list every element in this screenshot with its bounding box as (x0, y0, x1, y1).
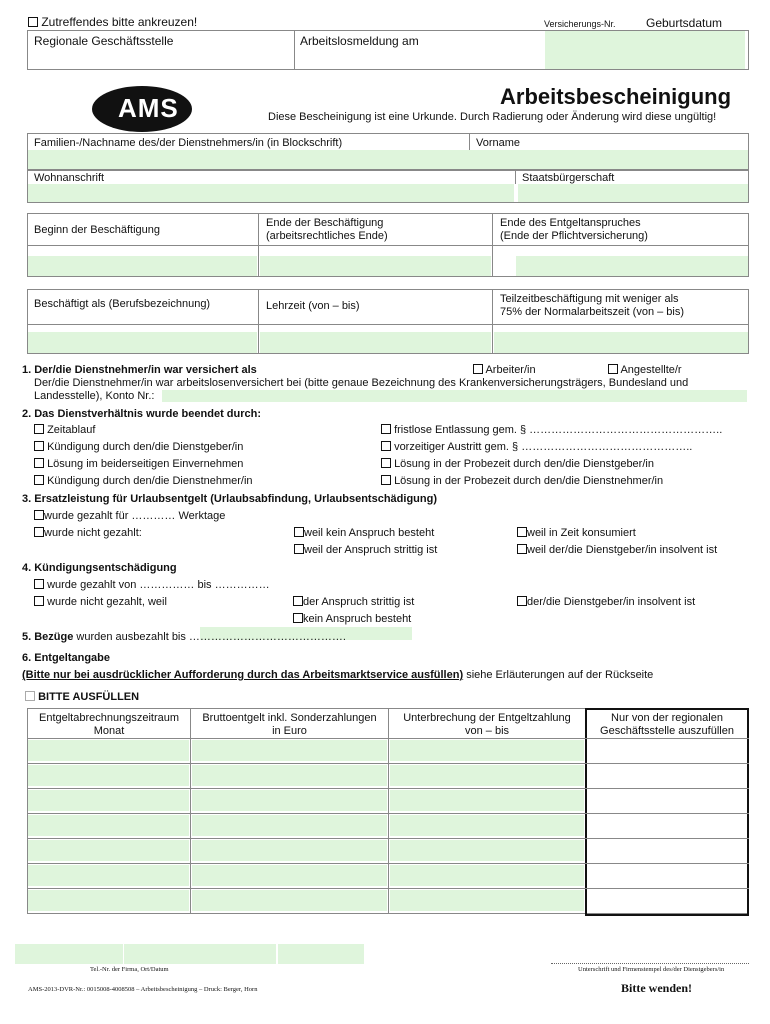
s2-right-checkbox[interactable] (381, 441, 391, 451)
table-row-divider (27, 838, 749, 839)
divider (469, 133, 470, 150)
s4-gezahlt-option[interactable] (34, 579, 270, 592)
wohnanschrift-input[interactable] (28, 184, 514, 202)
vorname-label: Vorname (476, 137, 521, 149)
s2-left-checkbox[interactable] (34, 424, 44, 434)
geburtsdatum-label: Geburtsdatum (646, 16, 723, 30)
lehrzeit-input[interactable] (260, 332, 491, 353)
entgelt-ende-input[interactable] (516, 256, 748, 276)
section4-heading: 4. Kündigungsentschädigung (22, 562, 177, 574)
s3-strittig-checkbox[interactable] (294, 544, 304, 554)
table-row-divider (27, 813, 749, 814)
table-header-line: Geschäftsstelle auszufüllen (600, 725, 734, 737)
s4-strittig-label: der Anspruch strittig ist (303, 596, 415, 608)
angestellte-option[interactable] (608, 364, 682, 377)
table-cell-input[interactable] (28, 790, 189, 811)
table-row-divider (27, 738, 749, 739)
table-header-line: Nur von der regionalen (611, 712, 723, 724)
s3-insolvent-checkbox[interactable] (517, 544, 527, 554)
section1-text-2: Landesstelle), Konto Nr.: (34, 390, 155, 402)
s2-option-label: Lösung in der Probezeit durch den/die Dienstnehmer/in (394, 475, 664, 487)
s2-option-label: vorzeitiger Austritt gem. § ……………………………………….. (394, 441, 693, 453)
instruction-checkbox-icon (28, 17, 38, 27)
table-header-3 (587, 712, 747, 738)
table-header-2 (389, 712, 585, 738)
dvr-text: AMS-2013-DVR-Nr.: 0015008-4008508 – Arbeitsbescheinigung – Druck: Berger, Horn (28, 986, 258, 993)
konto-input[interactable] (162, 390, 747, 402)
wohnanschrift-label: Wohnanschrift (34, 172, 105, 184)
s2-option-label: fristlose Entlassung gem. § …………………………………………….. (394, 424, 723, 436)
bitte-ausfuellen-text: BITTE AUSFÜLLEN (38, 691, 140, 703)
s4-kein-anspruch-checkbox[interactable] (293, 613, 303, 623)
table-header-line: Bruttoentgelt inkl. Sonderzahlungen (202, 712, 377, 724)
table-cell-input[interactable] (192, 890, 387, 911)
teilzeit-input[interactable] (494, 332, 748, 353)
arbeiter-checkbox[interactable] (473, 364, 483, 374)
name-input[interactable] (28, 150, 748, 169)
entgelt-ende-label-2: (Ende der Pflichtversicherung) (500, 230, 648, 242)
table-header-line: in Euro (272, 725, 307, 737)
section1-heading: 1. Der/die Dienstnehmer/in war versichert als (22, 364, 257, 376)
s3-konsumiert-label: weil in Zeit konsumiert (527, 527, 636, 539)
table-cell-input[interactable] (390, 840, 584, 861)
ende-label-2: (arbeitsrechtliches Ende) (266, 230, 388, 242)
s2-left-option-2[interactable] (34, 458, 243, 471)
divider (515, 170, 516, 184)
divider (27, 245, 749, 246)
arbeiter-label: Arbeiter/in (485, 364, 536, 376)
entgelt-ende-label-1: Ende des Entgeltanspruches (500, 217, 641, 229)
bitte-wenden: Bitte wenden! (621, 981, 692, 995)
table-cell-input[interactable] (28, 815, 189, 836)
angestellte-label: Angestellte/r (620, 364, 682, 376)
beschaeftigt-input[interactable] (28, 332, 257, 353)
regionale-geschaeftsstelle-label: Regionale Geschäftsstelle (34, 34, 174, 48)
s3-strittig-label: weil der Anspruch strittig ist (304, 544, 438, 556)
s3-konsumiert-option[interactable] (517, 527, 636, 540)
table-header-line: Entgeltabrechnungszeitraum (38, 712, 180, 724)
s2-left-checkbox[interactable] (34, 475, 44, 485)
ams-logo (90, 84, 200, 134)
s3-nicht-gezahlt-label: wurde nicht gezahlt: (44, 527, 142, 539)
firma-input-2[interactable] (124, 944, 276, 964)
s4-insolvent-label: der/die Dienstgeber/in insolvent ist (527, 596, 696, 608)
ende-label-1: Ende der Beschäftigung (266, 217, 384, 229)
s2-left-checkbox[interactable] (34, 458, 44, 468)
bitte-ausfuellen (25, 691, 139, 704)
s3-strittig-option[interactable] (294, 544, 437, 557)
ams-logo-text: AMS (118, 93, 179, 123)
table-row-divider (27, 763, 749, 764)
divider (27, 324, 749, 325)
section5 (22, 631, 346, 644)
table-cell-input[interactable] (390, 790, 584, 811)
name-label: Familien-/Nachname des/der Dienstnehmers/in (in Blockschrift) (34, 137, 343, 149)
beschaeftigt-label: Beschäftigt als (Berufsbezeichnung) (34, 298, 211, 310)
s4-nicht-gezahlt-checkbox[interactable] (34, 596, 44, 606)
table-cell-input[interactable] (192, 815, 387, 836)
table-cell-input[interactable] (192, 865, 387, 886)
beginn-input[interactable] (28, 256, 257, 276)
table-cell-input[interactable] (390, 865, 584, 886)
s4-gezahlt-label: wurde gezahlt von …………… bis …………… (47, 579, 270, 591)
s2-option-label: Kündigung durch den/die Dienstnehmer/in (47, 475, 253, 487)
s2-right-option-2[interactable] (381, 458, 654, 471)
s2-left-checkbox[interactable] (34, 441, 44, 451)
s2-option-label: Lösung im beiderseitigen Einvernehmen (47, 458, 244, 470)
versicherungs-nr-label: Versicherungs-Nr. (544, 19, 616, 29)
section6-heading: 6. Entgeltangabe (22, 652, 111, 664)
s2-left-option-1[interactable] (34, 441, 243, 454)
firma-input-1[interactable] (15, 944, 123, 964)
signature-line[interactable] (551, 963, 749, 964)
s2-right-checkbox[interactable] (381, 475, 391, 485)
table-row-divider (27, 888, 749, 889)
s2-option-label: Kündigung durch den/die Dienstgeber/in (47, 441, 244, 453)
s3-gezahlt-label: wurde gezahlt für ………… Werktage (44, 510, 226, 522)
s3-kein-anspruch-label: weil kein Anspruch besteht (304, 527, 435, 539)
table-header-0 (28, 712, 190, 738)
s3-insolvent-option[interactable] (517, 544, 717, 557)
table-cell-input[interactable] (192, 790, 387, 811)
section5-heading: 5. Bezüge (22, 631, 74, 643)
firma-input-3[interactable] (278, 944, 364, 964)
s4-nicht-gezahlt-label: wurde nicht gezahlt, weil (47, 596, 167, 608)
table-office-column (585, 708, 749, 916)
bitte-ausfuellen-icon (25, 691, 35, 701)
section2-heading: 2. Das Dienstverhältnis wurde beendet durch: (22, 408, 262, 420)
table-cell-input[interactable] (28, 890, 189, 911)
table-cell-input[interactable] (390, 815, 584, 836)
s3-nicht-gezahlt-option[interactable] (34, 527, 142, 540)
arbeiter-option[interactable] (473, 364, 536, 377)
s2-left-option-3[interactable] (34, 475, 253, 488)
s3-insolvent-label: weil der/die Dienstgeber/in insolvent ist (527, 544, 718, 556)
teilzeit-label-2: 75% der Normalarbeitszeit (von – bis) (500, 306, 685, 318)
table-row-divider (27, 788, 749, 789)
table-cell-input[interactable] (192, 740, 387, 761)
table-header-1 (191, 712, 388, 738)
s4-strittig-checkbox[interactable] (293, 596, 303, 606)
table-cell-input[interactable] (28, 840, 189, 861)
s3-konsumiert-checkbox[interactable] (517, 527, 527, 537)
s4-strittig-option[interactable] (293, 596, 414, 609)
versicherungs-nr-input[interactable] (545, 31, 745, 69)
divider (492, 289, 493, 354)
table-row-divider (27, 863, 749, 864)
s3-kein-anspruch-checkbox[interactable] (294, 527, 304, 537)
s3-gezahlt-option[interactable] (34, 510, 225, 523)
table-cell-input[interactable] (28, 765, 189, 786)
s3-kein-anspruch-option[interactable] (294, 527, 434, 540)
page-subtitle: Diese Bescheinigung ist eine Urkunde. Durch Radierung oder Änderung wird diese ungültig! (268, 111, 717, 123)
s3-gezahlt-checkbox[interactable] (34, 510, 44, 520)
section5-text: wurden ausbezahlt bis ……………………………………. (76, 631, 346, 643)
check-instruction (28, 15, 197, 29)
ende-input[interactable] (260, 256, 491, 276)
s4-insolvent-checkbox[interactable] (517, 596, 527, 606)
check-instruction-text: Zutreffendes bitte ankreuzen! (41, 15, 198, 29)
section6-note (22, 669, 653, 682)
divider (258, 289, 259, 354)
arbeitslosmeldung-label: Arbeitslosmeldung am (300, 34, 419, 48)
table-cell-input[interactable] (28, 865, 189, 886)
staatsbuergerschaft-input[interactable] (518, 184, 748, 202)
s2-right-option-0[interactable] (381, 424, 722, 437)
table-header-line: Monat (93, 725, 125, 737)
firma-label: Tel.-Nr. der Firma, Ort/Datum (90, 966, 169, 973)
page-title: Arbeitsbescheinigung (500, 84, 732, 109)
table-cell-input[interactable] (390, 890, 584, 911)
section6-note-rest: siehe Erläuterungen auf der Rückseite (466, 669, 654, 681)
table-cell-input[interactable] (192, 765, 387, 786)
table-header-line: Unterbrechung der Entgeltzahlung (403, 712, 571, 724)
s4-kein-anspruch-label: kein Anspruch besteht (303, 613, 412, 625)
section6-note-underlined: (Bitte nur bei ausdrücklicher Aufforderung durch das Arbeitsmarktservice ausfüllen) (22, 669, 464, 681)
s2-option-label: Zeitablauf (47, 424, 96, 436)
s2-right-checkbox[interactable] (381, 458, 391, 468)
table-cell-input[interactable] (28, 740, 189, 761)
teilzeit-label-1: Teilzeitbeschäftigung mit weniger als (500, 293, 679, 305)
s4-gezahlt-checkbox[interactable] (34, 579, 44, 589)
beginn-label: Beginn der Beschäftigung (34, 224, 160, 236)
s3-nicht-gezahlt-checkbox[interactable] (34, 527, 44, 537)
s2-right-checkbox[interactable] (381, 424, 391, 434)
table-cell-input[interactable] (390, 740, 584, 761)
s2-right-option-1[interactable] (381, 441, 692, 454)
table-cell-input[interactable] (390, 765, 584, 786)
unterschrift-label: Unterschrift und Firmenstempel des/der Dienstgebers/in (578, 966, 725, 973)
s2-right-option-3[interactable] (381, 475, 663, 488)
s2-option-label: Lösung in der Probezeit durch den/die Dienstgeber/in (394, 458, 654, 470)
s4-insolvent-option[interactable] (517, 596, 695, 609)
section3-heading: 3. Ersatzleistung für Urlaubsentgelt (Urlaubsabfindung, Urlaubsentschädigung) (22, 493, 437, 505)
s4-nicht-gezahlt-option[interactable] (34, 596, 167, 609)
table-header-line: von – bis (464, 725, 510, 737)
s4-kein-anspruch-option[interactable] (293, 613, 411, 626)
staatsbuergerschaft-label: Staatsbürgerschaft (522, 172, 615, 184)
section1-text-1: Der/die Dienstnehmer/in war arbeitslosenversichert bei (bitte genaue Bezeichnung des Krankenversicherungsträgers, Bundesland und (34, 377, 689, 389)
table-cell-input[interactable] (192, 840, 387, 861)
s2-left-option-0[interactable] (34, 424, 95, 437)
lehrzeit-label: Lehrzeit (von – bis) (266, 300, 360, 312)
angestellte-checkbox[interactable] (608, 364, 618, 374)
